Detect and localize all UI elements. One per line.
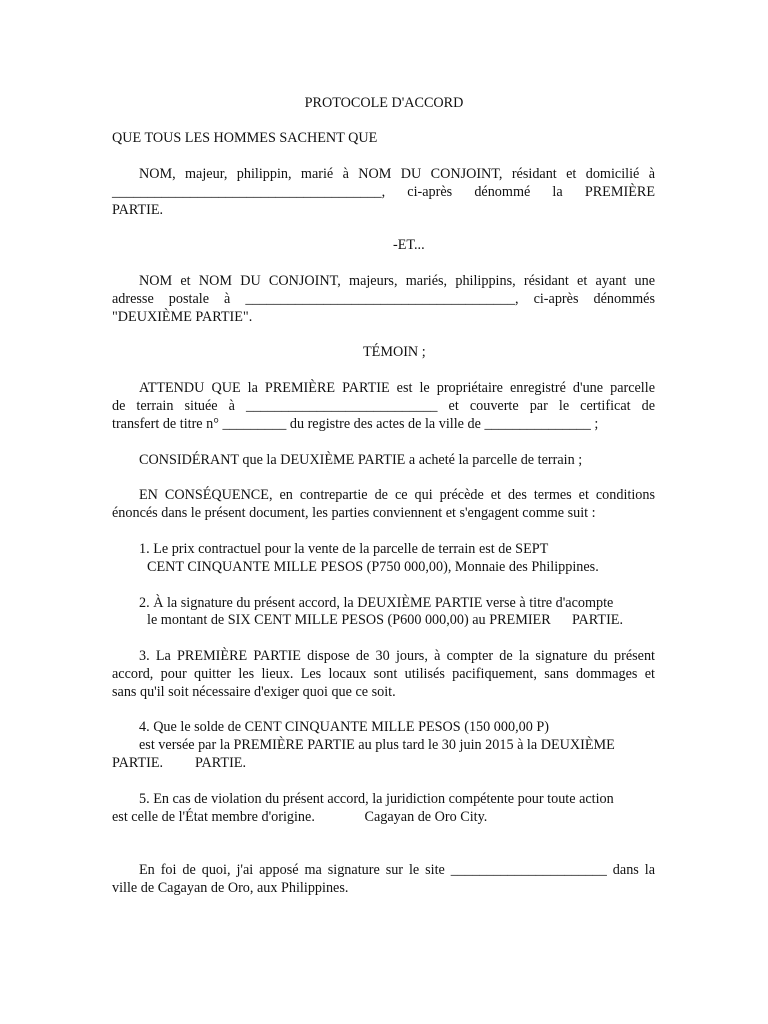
clause-3-line-2: accord, pour quitter les lieux. Les locaux sont utilisés pacifiquement, sans dommages et <box>112 666 655 682</box>
clause-4-line-3: PARTIE. PARTIE. <box>112 755 247 771</box>
closing-line-2: ville de Cagayan de Oro, aux Philippines. <box>112 880 349 896</box>
clause-5-line-1: 5. En cas de violation du présent accord, la juridiction compétente pour toute action <box>139 791 614 807</box>
clause-1-line-2: CENT CINQUANTE MILLE PESOS (P750 000,00), Monnaie des Philippines. <box>147 559 599 575</box>
whereas-line-2: de terrain située à ___________________________ et couverte par le certificat de <box>112 398 655 414</box>
witness-heading: TÉMOIN ; <box>363 344 426 360</box>
consequence-line-2: énoncés dans le présent document, les parties conviennent et s'engagent comme suit : <box>112 505 596 521</box>
intro-line: QUE TOUS LES HOMMES SACHENT QUE <box>112 130 378 146</box>
whereas-line-1: ATTENDU QUE la PREMIÈRE PARTIE est le propriétaire enregistré d'une parcelle <box>139 380 655 396</box>
clause-3-line-1: 3. La PREMIÈRE PARTIE dispose de 30 jours, à compter de la signature du présent <box>139 648 655 664</box>
closing-line-1: En foi de quoi, j'ai apposé ma signature sur le site ______________________ dans la <box>139 862 655 878</box>
clause-2-line-2: le montant de SIX CENT MILLE PESOS (P600 000,00) au PREMIER PARTIE. <box>147 612 624 628</box>
clause-4-line-2: est versée par la PREMIÈRE PARTIE au plus tard le 30 juin 2015 à la DEUXIÈME <box>139 737 615 753</box>
second-party-line-2: adresse postale à ______________________________________, ci-après dénommés <box>112 291 655 307</box>
separator-et: -ET... <box>393 237 425 253</box>
whereas-line-3: transfert de titre n° _________ du registre des actes de la ville de _______________ ; <box>112 416 599 432</box>
second-party-line-3: "DEUXIÈME PARTIE". <box>112 309 253 325</box>
clause-4-line-1: 4. Que le solde de CENT CINQUANTE MILLE PESOS (150 000,00 P) <box>139 719 549 735</box>
first-party-line-3: PARTIE. <box>112 202 164 218</box>
clause-2-line-1: 2. À la signature du présent accord, la DEUXIÈME PARTIE verse à titre d'acompte <box>139 595 614 611</box>
clause-5-line-2: est celle de l'État membre d'origine. Cagayan de Oro City. <box>112 809 488 825</box>
first-party-line-2: ______________________________________, ci-après dénommé la PREMIÈRE <box>112 184 655 200</box>
first-party-line-1: NOM, majeur, philippin, marié à NOM DU CONJOINT, résidant et domicilié à <box>139 166 655 182</box>
clause-3-line-3: sans qu'il soit nécessaire d'exiger quoi que ce soit. <box>112 684 396 700</box>
document-title: PROTOCOLE D'ACCORD <box>304 95 464 111</box>
considering-line: CONSIDÉRANT que la DEUXIÈME PARTIE a acheté la parcelle de terrain ; <box>139 452 583 468</box>
consequence-line-1: EN CONSÉQUENCE, en contrepartie de ce qui précède et des termes et conditions <box>139 487 655 503</box>
second-party-line-1: NOM et NOM DU CONJOINT, majeurs, mariés, philippins, résidant et ayant une <box>139 273 655 289</box>
clause-1-line-1: 1. Le prix contractuel pour la vente de la parcelle de terrain est de SEPT <box>139 541 549 557</box>
